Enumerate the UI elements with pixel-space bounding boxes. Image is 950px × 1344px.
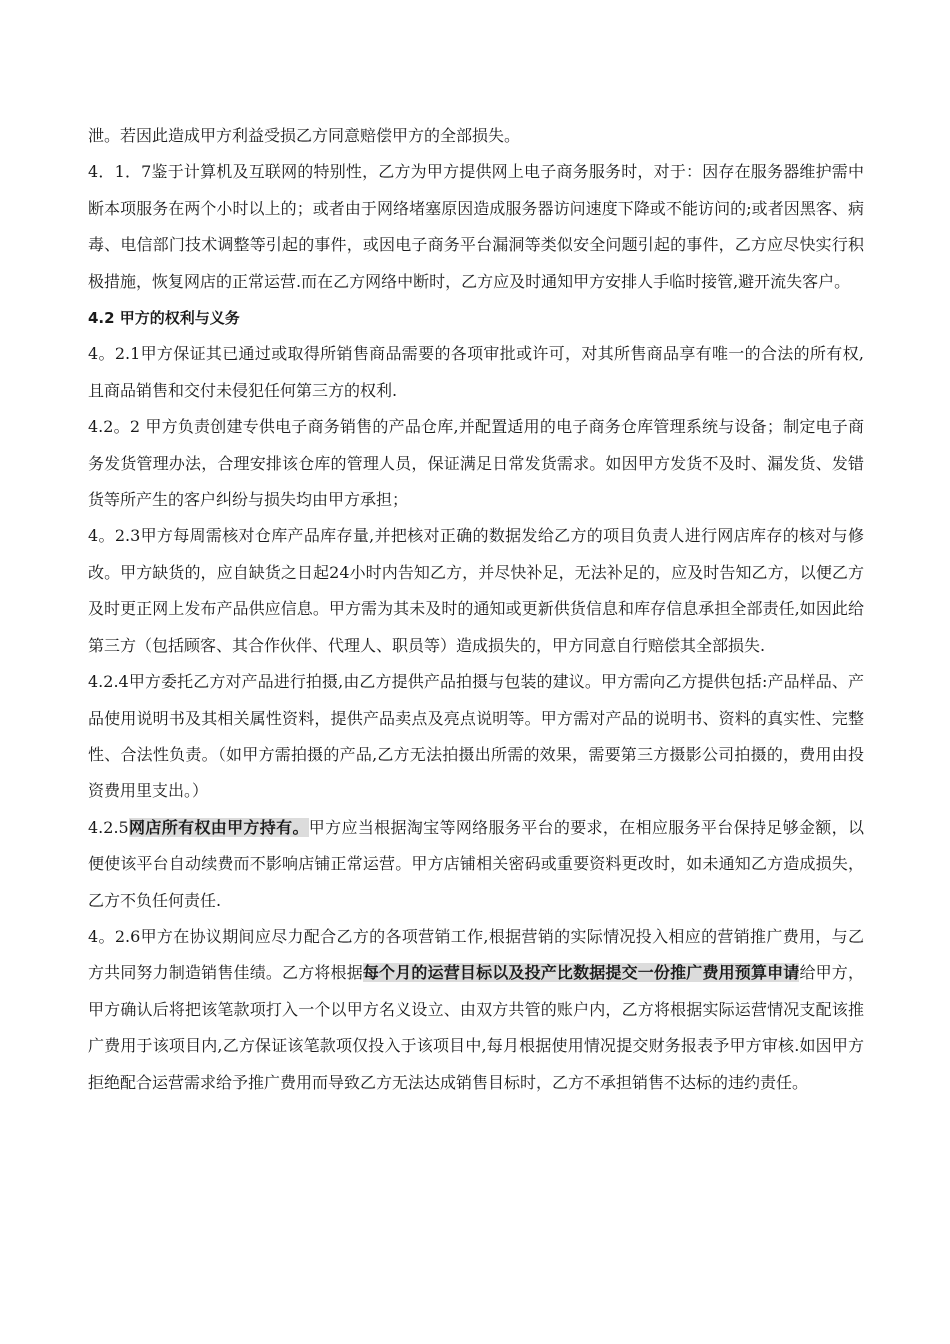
highlighted-text: 网店所有权由甲方持有。 bbox=[128, 817, 309, 837]
clause-text-pre: 4。2.6甲方在协议期间应尽力配合乙方的各项营销工作,根据营销的实际情况投入相应的营销推广费用，与乙方共同努力制造销售佳绩。乙方将根据 bbox=[88, 926, 864, 983]
clause-4-2-5 bbox=[88, 810, 864, 919]
clause-text-post: 给甲方，甲方确认后将把该笔款项打入一个以甲方名义设立、由双方共管的账户内，乙方将根据实际运营情况支配该推广费用于该项目内,乙方保证该笔款项仅投入于该项目中,每月根据使用情况提交财务报表予甲方审核.如因甲方拒绝配合运营需求给予推广费用而导致乙方无法达成销售目标时，乙方不承担销售不达标的违约责任。 bbox=[88, 963, 864, 1092]
section-heading-4-2: 4.2 甲方的权利与义务 bbox=[88, 309, 240, 328]
clause-text: 甲方应当根据淘宝等网络服务平台的要求，在相应服务平台保持足够金额，以便使该平台自动续费而不影响店铺正常运营。甲方店铺相关密码或重要资料更改时，如未通知乙方造成损失，乙方不负任何责任. bbox=[88, 817, 864, 910]
highlighted-text: 每个月的运营目标以及投产比数据提交一份推广费用预算申请 bbox=[362, 963, 800, 983]
clause-4-2-6 bbox=[88, 919, 864, 1101]
clause-4-2-1: 4。2.1甲方保证其已通过或取得所销售商品需要的各项审批或许可，对其所售商品享有唯一的合法的所有权,且商品销售和交付未侵犯任何第三方的权利. bbox=[88, 344, 864, 400]
clause-number: 4.2.5 bbox=[88, 817, 129, 837]
clause-4-2-3: 4。2.3甲方每周需核对仓库产品库存量,并把核对正确的数据发给乙方的项目负责人进行网店库存的核对与修改。甲方缺货的，应自缺货之日起24小时内告知乙方，并尽快补足，无法补足的，应及时告知乙方，以便乙方及时更正网上发布产品供应信息。甲方需为其未及时的通知或更新供货信息和库存信息承担全部责任,如因此给第三方（包括顾客、其合作伙伴、代理人、职员等）造成损失的，甲方同意自行赔偿其全部损失. bbox=[88, 526, 864, 655]
clause-4-2-2: 4.2。2 甲方负责创建专供电子商务销售的产品仓库,并配置适用的电子商务仓库管理系统与设备；制定电子商务发货管理办法，合理安排该仓库的管理人员，保证满足日常发货需求。如因甲方发货不及时、漏发货、发错货等所产生的客户纠纷与损失均由甲方承担； bbox=[88, 417, 864, 510]
clause-4-1-7: 4．1．7鉴于计算机及互联网的特别性，乙方为甲方提供网上电子商务服务时，对于：因存在服务器维护需中断本项服务在两个小时以上的；或者由于网络堵塞原因造成服务器访问速度下降或不能访问的;或者因黑客、病毒、电信部门技术调整等引起的事件，或因电子商务平台漏洞等类似安全问题引起的事件，乙方应尽快实行积极措施，恢复网店的正常运营.而在乙方网络中断时，乙方应及时通知甲方安排人手临时接管,避开流失客户。 bbox=[88, 162, 864, 291]
paragraph-continuation: 泄。若因此造成甲方利益受损乙方同意赔偿甲方的全部损失。 bbox=[88, 126, 521, 145]
clause-4-2-4: 4.2.4甲方委托乙方对产品进行拍摄,由乙方提供产品拍摄与包装的建议。甲方需向乙方提供包括:产品样品、产品使用说明书及其相关属性资料，提供产品卖点及亮点说明等。甲方需对产品的说明书、资料的真实性、完整性、合法性负责。（如甲方需拍摄的产品,乙方无法拍摄出所需的效果，需要第三方摄影公司拍摄的，费用由投资费用里支出。） bbox=[88, 672, 864, 801]
